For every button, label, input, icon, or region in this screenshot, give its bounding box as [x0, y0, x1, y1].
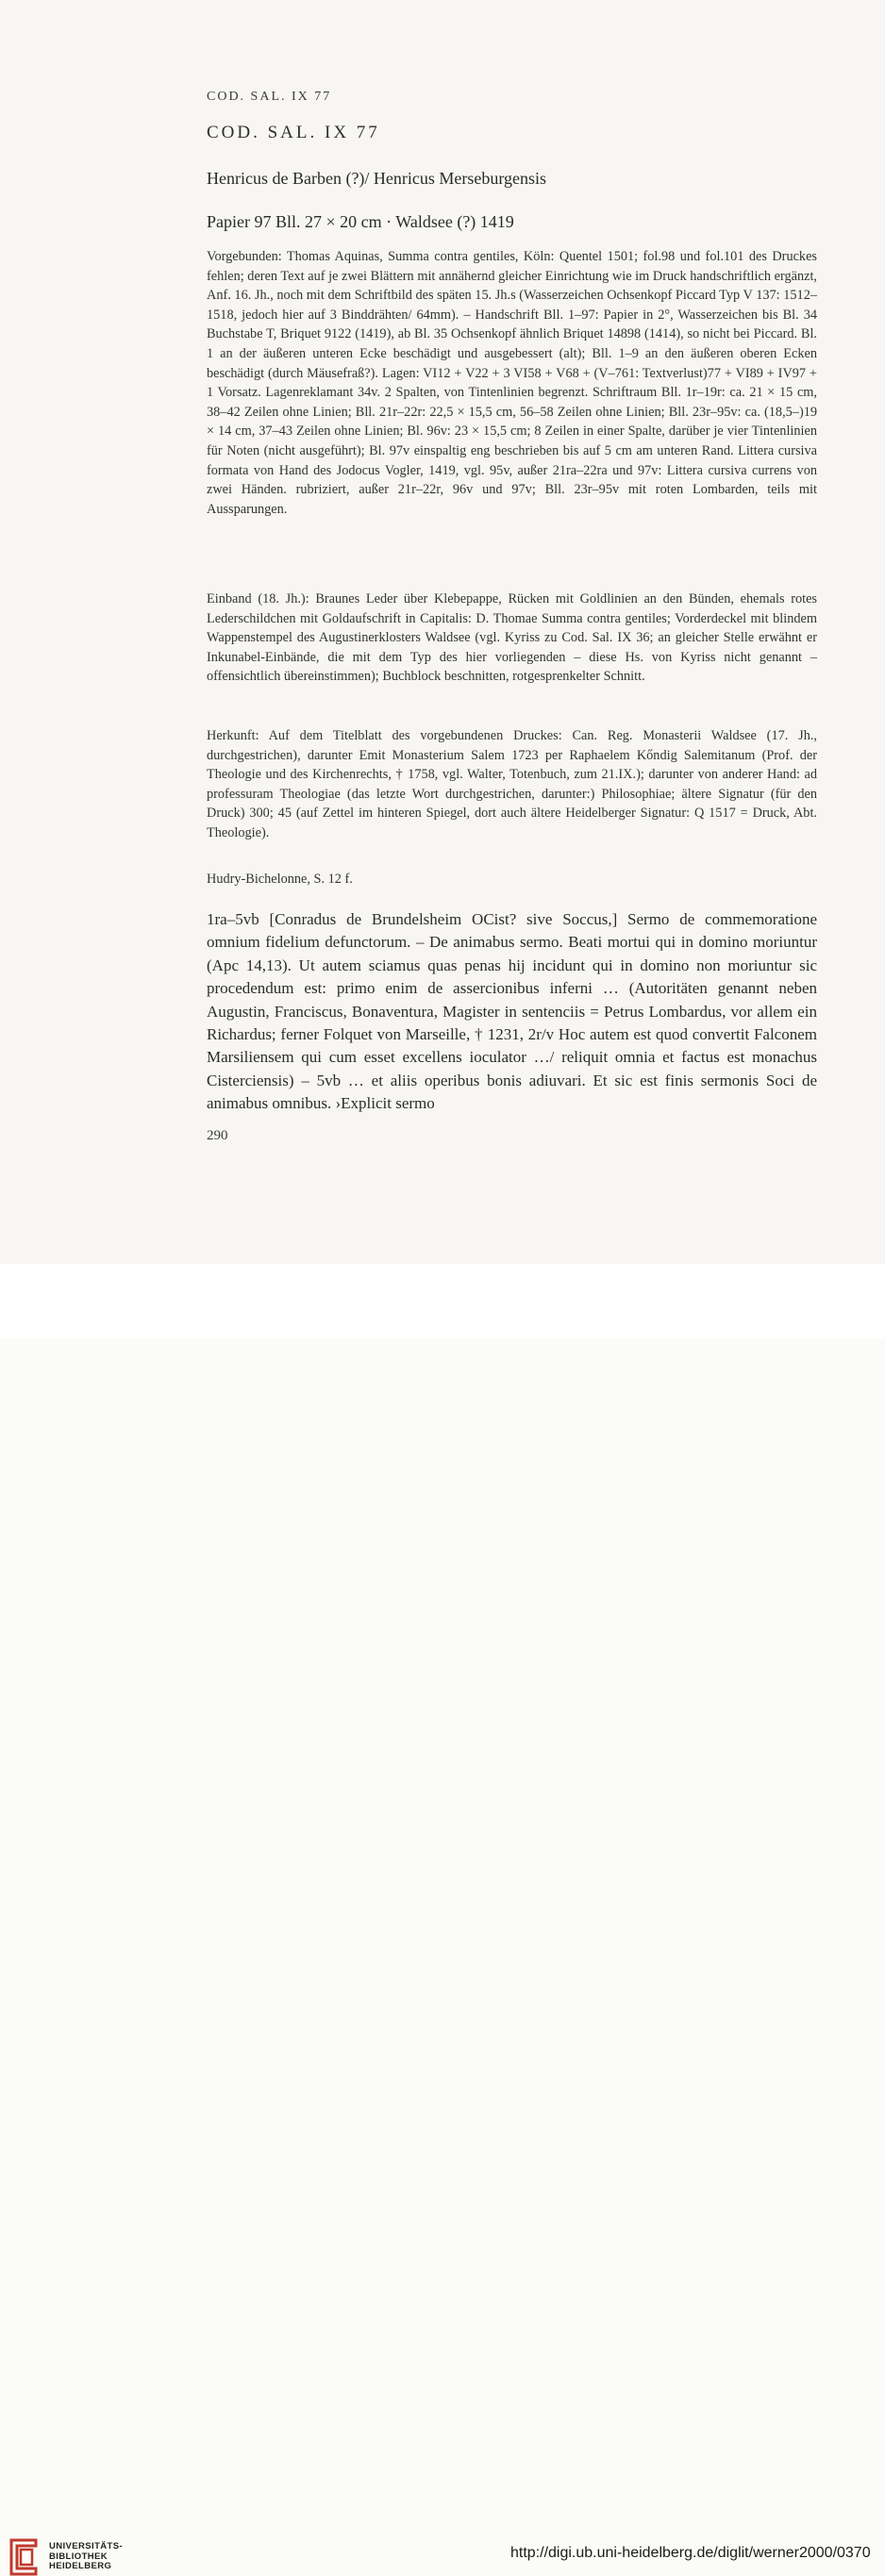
content-entry: 1ra–5vb [Conradus de Brundelsheim OCist? sive Soccus,] Sermo de commemoratione omnium fidelium defunctorum. – De animabus sermo. Beati mortui qui in domino moriuntur (Apc 14,13). Ut autem sciamus quas penas hij incidunt qui in domino non moriuntur sic procedendum est: primo enim de assercionibus inferni … (Autoritäten genannt neben Augustin, Franciscus, Bonaventura, Magister in sentenciis = Petrus Lombardus, vor allem ein Richardus; ferner Folquet von Marseille, † 1231, 2r/v Hoc autem est quod convertit Falconem Marsiliensem qui cum esset excellens ioculator …/ reliquit omnia et factus est monachus Cisterciensis) – 5vb … et aliis operibus bonis adiuvari. Et sic est finis sermonis Soci de animabus omnibus. ›Explicit sermo — [207, 910, 817, 1113]
codicology-paragraph: Vorgebunden: Thomas Aquinas, Summa contra gentiles, Köln: Quentel 1501; fol.98 und fol.101 des Druckes fehlen; deren Text auf je zwei Blättern mit annähernd gleicher Einrichtung wie im Druck handschriftlich ergänzt, Anf. 16. Jh., noch mit dem Schriftbild des späten 15. Jh.s (Wasserzeichen Ochsenkopf Piccard Typ V 137: 1512–1518, jedoch hier auf 3 Binddrähten/ 64mm). – Handschrift Bll. 1–97: Papier in 2°, Wasserzeichen bis Bl. 34 Buchstabe T, Briquet 9122 (1419), ab Bl. 35 Ochsenkopf ähnlich Briquet 14898 (1414), so nicht bei Piccard. Bl. 1 an der äußeren unteren Ecke beschädigt und ausgebessert (alt); Bll. 1–9 an den äußeren oberen Ecken beschädigt (durch Mäusefraß?). Lagen: VI12 + V22 + 3 VI58 + V68 + (V–761: Textverlust)77 + VI89 + IV97 + 1 Vorsatz. Lagenreklamant 34v. 2 Spalten, von Tintenlinien begrenzt. Schriftraum Bll. 1r–19r: ca. 21 × 15 cm, 38–42 Zeilen ohne Linien; Bll. 21r–22r: 22,5 × 15,5 cm, 56–58 Zeilen ohne Linien; Bll. 23r–95v: ca. (18,5–)19 × 14 cm, 37–43 Zeilen ohne Linien; Bl. 96v: 23 × 15,5 cm; 8 Zeilen in einer Spalte, darüber je vier Tintenlinien für Noten (nicht ausgeführt); Bl. 97v einspaltig eng beschrieben bis auf 5 cm am unteren Rand. Littera cursiva formata von Hand des Jodocus Vogler, 1419, vgl. 95v, außer 21ra–22ra und 97v: Littera cursiva currens von zwei Händen. rubriziert, außer 21r–22r, 96v und 97v; Bll. 23r–95v mit roten Lombarden, teils mit Aussparungen. — [207, 249, 817, 517]
running-head: COD. SAL. IX 77 — [207, 90, 332, 104]
library-name — [49, 2542, 123, 2572]
viewer-footer — [0, 1264, 885, 2571]
document-page — [0, 0, 885, 1264]
physical-description: Papier 97 Bll. 27 × 20 cm · Waldsee (?) 1419 — [207, 212, 514, 231]
literature-reference: Hudry-Bichelonne, S. 12 f. — [207, 872, 353, 887]
provenance-paragraph: Herkunft: Auf dem Titelblatt des vorgebundenen Druckes: Can. Reg. Monasterii Waldsee (17. Jh., durchgestrichen), darunter Emit Monasterium Salem 1723 per Raphaelem Kőndig Salemitanum (Prof. der Theologie und des Kirchenrechts, † 1758, vgl. Walter, Totenbuch, zum 21.IX.); darunter von anderer Hand: ad professuram Theologiae (das letzte Wort durchgestrichen, darunter:) Philosophiae; ältere Signatur (für den Druck) 300; 45 (auf Zettel im hinteren Spiegel, dort auch ältere Heidelberger Signatur: Q 1517 = Druck, Abt. Theologie). — [207, 728, 817, 840]
manuscript-title: Henricus de Barben (?)/ Henricus Merseburgensis — [207, 169, 547, 188]
library-name-line-2: BIBLIOTHEK — [49, 2551, 109, 2562]
manuscript-signature: COD. SAL. IX 77 — [207, 123, 380, 142]
permalink-url[interactable]: http://digi.ub.uni-heidelberg.de/diglit/werner2000/0370 — [510, 2545, 871, 2561]
page-number: 290 — [207, 1128, 228, 1143]
library-name-line-3: HEIDELBERG — [49, 2561, 112, 2571]
library-name-line-1: UNIVERSITÄTS- — [49, 2541, 124, 2551]
library-logo-icon — [8, 2538, 40, 2576]
binding-paragraph: Einband (18. Jh.): Braunes Leder über Klebepappe, Rücken mit Goldlinien an den Bünden, ehemals rotes Lederschildchen mit Goldaufschrift in Capitalis: D. Thomae Summa contra gentiles; Vorderdeckel mit blindem Wappenstempel des Augustinerklosters Waldsee (vgl. Kyriss zu Cod. Sal. IX 36; an gleicher Stelle erwähnt er Inkunabel-Einbände, die mit dem Typ des hier vorliegenden – diese Hs. von Kyriss nicht genannt – offensichtlich übereinstimmen); Buchblock beschnitten, rotgesprenkelter Schnitt. — [207, 591, 817, 685]
